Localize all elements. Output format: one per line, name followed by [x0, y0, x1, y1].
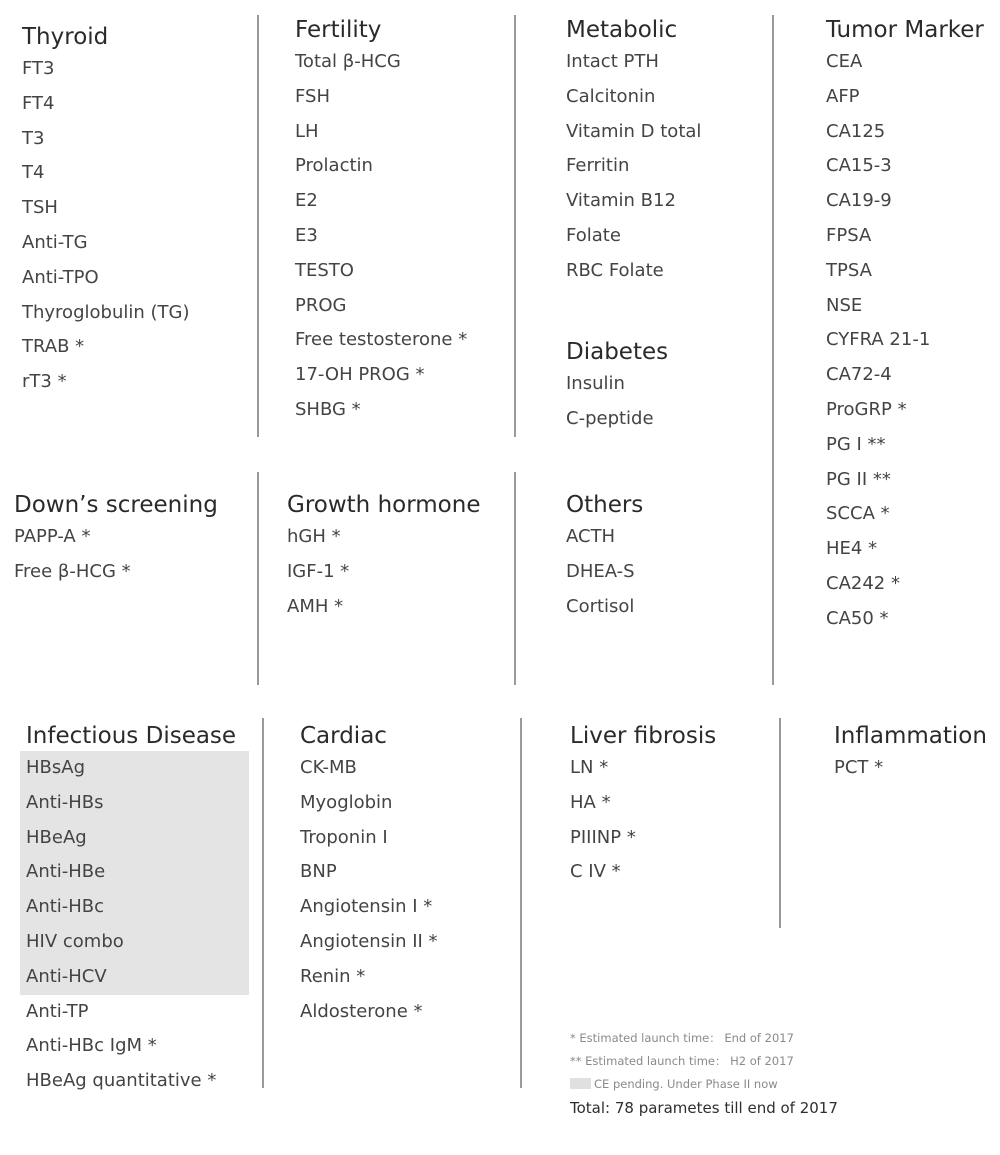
- parameter-item: CA19-9: [826, 190, 892, 212]
- parameter-item: FSH: [295, 85, 330, 107]
- parameter-item: ProGRP *: [826, 398, 907, 420]
- parameter-item: Calcitonin: [566, 85, 656, 107]
- parameter-list: [566, 520, 643, 624]
- parameter-item: rT3 *: [22, 371, 67, 393]
- parameter-item: Anti-HBs: [20, 786, 249, 821]
- parameter-item: TPSA: [826, 259, 872, 281]
- parameter-item: PAPP-A *: [14, 526, 91, 547]
- section-thyroid: [22, 22, 189, 400]
- parameter-item: PG I **: [826, 433, 886, 455]
- parameter-item: Free β-HCG *: [14, 560, 131, 582]
- parameter-item: IGF-1 *: [287, 560, 350, 582]
- parameter-list: [22, 52, 189, 400]
- parameter-item: HBeAg quantitative *: [26, 1070, 217, 1092]
- section-title: Liver fibrosis: [570, 723, 717, 749]
- parameter-item: CA72-4: [826, 364, 892, 386]
- parameter-item: BNP: [300, 861, 337, 883]
- parameter-list: [14, 520, 218, 590]
- section-title: Thyroid: [22, 24, 109, 50]
- parameter-list: [570, 751, 716, 890]
- section-others: [566, 490, 643, 624]
- column-divider: [520, 718, 522, 1088]
- parameter-list: [834, 751, 987, 786]
- legend-note-single-star: * Estimated launch time： End of 2017: [570, 1031, 794, 1045]
- parameter-item: E3: [295, 224, 318, 246]
- parameter-item: CA50 *: [826, 607, 889, 629]
- parameter-item: Vitamin D total: [566, 120, 702, 142]
- parameter-item: Renin *: [300, 965, 366, 987]
- parameter-item: Ferritin: [566, 155, 630, 177]
- parameter-item: Anti-HCV: [20, 960, 249, 995]
- parameter-item: Total β-HCG: [295, 51, 401, 72]
- parameter-item: SHBG *: [295, 398, 361, 420]
- parameter-list: [826, 45, 984, 637]
- parameter-item: T4: [22, 162, 45, 184]
- legend: [570, 1027, 838, 1120]
- parameter-item: HBsAg: [20, 751, 249, 786]
- section-title: Infectious Disease: [26, 723, 237, 749]
- legend-note-ce-pending-text: CE pending. Under Phase II now: [594, 1077, 778, 1091]
- section-downs-screening: [14, 490, 218, 590]
- section-title: Tumor Marker: [826, 17, 984, 43]
- parameter-list: [287, 520, 480, 624]
- column-divider: [257, 472, 259, 685]
- parameter-item: T3: [22, 127, 45, 149]
- parameter-item: 17-OH PROG *: [295, 364, 425, 386]
- parameter-list: [300, 751, 438, 1029]
- section-title: Down’s screening: [14, 492, 218, 518]
- section-fertility: [295, 15, 467, 428]
- parameter-item: Anti-TG: [22, 231, 88, 253]
- section-cardiac: [300, 721, 438, 1029]
- section-title: Inflammation: [834, 723, 987, 749]
- column-divider: [514, 15, 516, 437]
- section-title: Cardiac: [300, 723, 387, 749]
- parameter-list: [295, 45, 467, 428]
- section-tumor-marker: [826, 15, 984, 637]
- section-diabetes: [566, 337, 668, 437]
- parameter-item: PCT *: [834, 757, 884, 778]
- legend-total: Total: 78 parametes till end of 2017: [570, 1099, 838, 1117]
- parameter-item: Anti-HBe: [20, 855, 249, 890]
- column-divider: [779, 718, 781, 928]
- section-metabolic: [566, 15, 701, 289]
- legend-note-ce-pending: [570, 1073, 838, 1096]
- parameter-item: Cortisol: [566, 595, 635, 617]
- parameter-item: HE4 *: [826, 538, 878, 560]
- parameter-item: Anti-TP: [26, 1000, 89, 1022]
- parameter-item: TSH: [22, 197, 58, 219]
- legend-note-double-star: ** Estimated launch time： H2 of 2017: [570, 1054, 794, 1068]
- parameter-item: CYFRA 21-1: [826, 329, 931, 351]
- section-title: Fertility: [295, 17, 382, 43]
- parameter-item: HBeAg: [20, 821, 249, 856]
- parameter-item: Insulin: [566, 373, 625, 394]
- parameter-item: CK-MB: [300, 757, 357, 778]
- section-liver-fibrosis: [570, 721, 716, 890]
- parameter-item: C-peptide: [566, 407, 654, 429]
- parameter-item: Prolactin: [295, 155, 373, 177]
- parameter-item: C IV *: [570, 861, 621, 883]
- parameter-list: [26, 751, 249, 1099]
- parameter-item: Angiotensin II *: [300, 930, 438, 952]
- parameter-list: [566, 367, 668, 437]
- parameter-item: Anti-HBc IgM *: [26, 1035, 157, 1057]
- section-title: Others: [566, 492, 644, 518]
- parameter-item: PG II **: [826, 468, 891, 490]
- parameter-item: SCCA *: [826, 503, 890, 525]
- parameter-item: Aldosterone *: [300, 1000, 423, 1022]
- parameter-item: Myoglobin: [300, 791, 393, 813]
- column-divider: [772, 15, 774, 685]
- parameter-item: Anti-TPO: [22, 266, 99, 288]
- parameter-item: PROG: [295, 294, 347, 316]
- parameter-item: LH: [295, 120, 319, 142]
- parameter-item: CEA: [826, 51, 863, 72]
- parameter-item: Angiotensin I *: [300, 896, 433, 918]
- section-inflammation: [834, 721, 987, 786]
- parameter-item: TESTO: [295, 259, 354, 281]
- parameter-item: LN *: [570, 757, 609, 778]
- parameter-item: FT4: [22, 92, 55, 114]
- parameter-item: Anti-HBc: [20, 890, 249, 925]
- parameter-item: Folate: [566, 224, 621, 246]
- column-divider: [514, 472, 516, 685]
- parameter-item: CA242 *: [826, 572, 900, 594]
- parameter-item: CA125: [826, 120, 886, 142]
- parameter-item: Free testosterone *: [295, 329, 468, 351]
- parameter-item: NSE: [826, 294, 863, 316]
- parameter-item: HA *: [570, 791, 611, 813]
- parameter-item: FPSA: [826, 224, 872, 246]
- parameter-item: Troponin I: [300, 826, 388, 848]
- parameter-item: AFP: [826, 85, 860, 107]
- highlight-swatch: [570, 1078, 591, 1089]
- column-divider: [257, 15, 259, 437]
- parameter-item: Vitamin B12: [566, 190, 676, 212]
- parameter-item: hGH *: [287, 526, 341, 547]
- parameter-item: RBC Folate: [566, 259, 664, 281]
- section-infectious-disease: [26, 721, 249, 1099]
- parameter-item: Thyroglobulin (TG): [22, 301, 190, 323]
- parameter-list: [566, 45, 701, 289]
- parameter-item: FT3: [22, 58, 55, 79]
- parameter-item: ACTH: [566, 526, 616, 547]
- parameter-item: AMH *: [287, 595, 344, 617]
- parameter-item: CA15-3: [826, 155, 892, 177]
- parameter-item: TRAB *: [22, 336, 85, 358]
- column-divider: [262, 718, 264, 1088]
- section-growth-hormone: [287, 490, 480, 624]
- section-title: Growth hormone: [287, 492, 481, 518]
- parameter-item: DHEA-S: [566, 560, 635, 582]
- parameter-item: E2: [295, 190, 318, 212]
- parameter-item: PIIINP *: [570, 826, 636, 848]
- parameter-item: HIV combo: [20, 925, 249, 960]
- section-title: Diabetes: [566, 339, 669, 365]
- parameter-item: Intact PTH: [566, 51, 659, 72]
- section-title: Metabolic: [566, 17, 678, 43]
